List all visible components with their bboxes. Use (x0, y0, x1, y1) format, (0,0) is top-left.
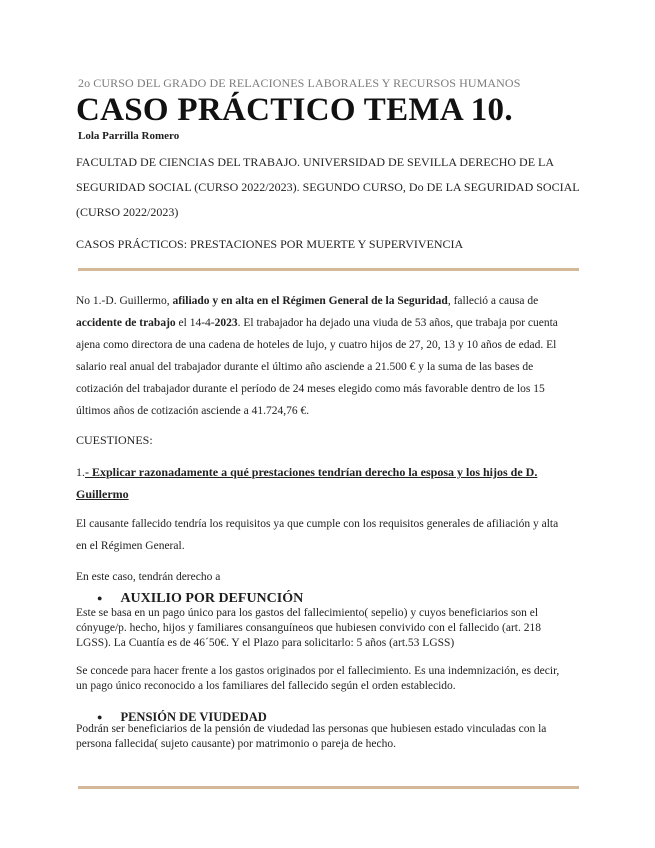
intro-line: SEGURIDAD SOCIAL (CURSO 2022/2023). SEGUNDO CURSO, Do DE LA SEGURIDAD SOCIAL (76, 180, 580, 194)
course-kicker: 2o CURSO DEL GRADO DE RELACIONES LABORALES Y RECURSOS HUMANOS (78, 76, 521, 90)
intro-line: FACULTAD DE CIENCIAS DEL TRABAJO. UNIVERSIDAD DE SEVILLA DERECHO DE LA (76, 155, 555, 169)
case-line: salario real anual del trabajador durante el último año asciende a 21.500 € y la suma de las bases de (76, 361, 534, 373)
bullet-text: un pago único reconocido a los familiares del fallecido según el orden establecido. (76, 680, 456, 692)
case-text: el 14-4- (175, 317, 215, 329)
question-heading (76, 465, 537, 480)
answer-line: en el Régimen General. (76, 540, 185, 552)
author-name: Lola Parrilla Romero (78, 130, 180, 142)
bullet-heading-text: PENSIÓN DE VIUDEDAD (120, 710, 267, 724)
case-bold-text: 2023 (214, 317, 238, 329)
bullet-dot: ● (97, 593, 103, 603)
answer-line: El causante fallecido tendría los requisitos ya que cumple con los requisitos generales de afiliación y alta (76, 518, 559, 530)
question-text: - Explicar razonadamente a qué prestaciones tendrían derecho la esposa y los hijos de D. (85, 465, 538, 479)
question-number: 1. (76, 465, 85, 479)
case-text: . El trabajador ha dejado una viuda de 53 años, que trabaja por cuenta (237, 317, 558, 329)
section-divider (78, 268, 579, 271)
answer-line: En este caso, tendrán derecho a (76, 571, 221, 583)
bullet-text: Podrán ser beneficiarios de la pensión de viudedad las personas que hubiesen estado vinculadas con la (76, 723, 547, 735)
case-bold-text: accidente de trabajo (76, 317, 176, 329)
questions-label: CUESTIONES: (76, 433, 153, 447)
section-divider (78, 786, 579, 789)
case-line (76, 295, 538, 307)
bullet-text: cónyuge/p. hecho, hijos y familiares consanguíneos que hubiesen convivido con el fallecido (art. 218 (76, 622, 541, 634)
case-bold-text: afiliado y en alta en el Régimen General de la Seguridad (172, 295, 448, 307)
intro-line: (CURSO 2022/2023) (76, 205, 179, 219)
question-text: Guillermo (76, 487, 129, 501)
page-title: CASO PRÁCTICO TEMA 10. (76, 92, 513, 128)
bullet-heading-text: AUXILIO POR DEFUNCIÓN (120, 591, 304, 606)
bullet-heading-auxilio (97, 589, 303, 607)
bullet-text: LGSS). La Cuantía es de 46´50€. Y el Plazo para solicitarlo: 5 años (art.53 LGSS) (76, 637, 455, 649)
bullet-text: Este se basa en un pago único para los gastos del fallecimiento( sepelio) y cuyos beneficiarios son el (76, 607, 539, 619)
case-text: , falleció a causa de (447, 295, 539, 307)
bullet-text: Se concede para hacer frente a los gastos originados por el fallecimiento. Es una indemnización, es decir, (76, 665, 560, 677)
case-line: ajena como directora de una cadena de hoteles de lujo, y cuatro hijos de 27, 20, 13 y 10 años de edad. El (76, 339, 557, 351)
case-line: cotización del trabajador durante el período de 24 meses elegido como más favorable dentro de los 15 (76, 383, 545, 395)
bullet-dot: ● (97, 712, 103, 722)
case-line (76, 317, 558, 329)
case-text: No 1.-D. Guillermo, (76, 295, 173, 307)
intro-subject: CASOS PRÁCTICOS: PRESTACIONES POR MUERTE Y SUPERVIVENCIA (76, 237, 464, 251)
bullet-text: persona fallecida( sujeto causante) por matrimonio o pareja de hecho. (76, 738, 396, 750)
case-line: últimos años de cotización asciende a 41.724,76 €. (76, 405, 310, 417)
